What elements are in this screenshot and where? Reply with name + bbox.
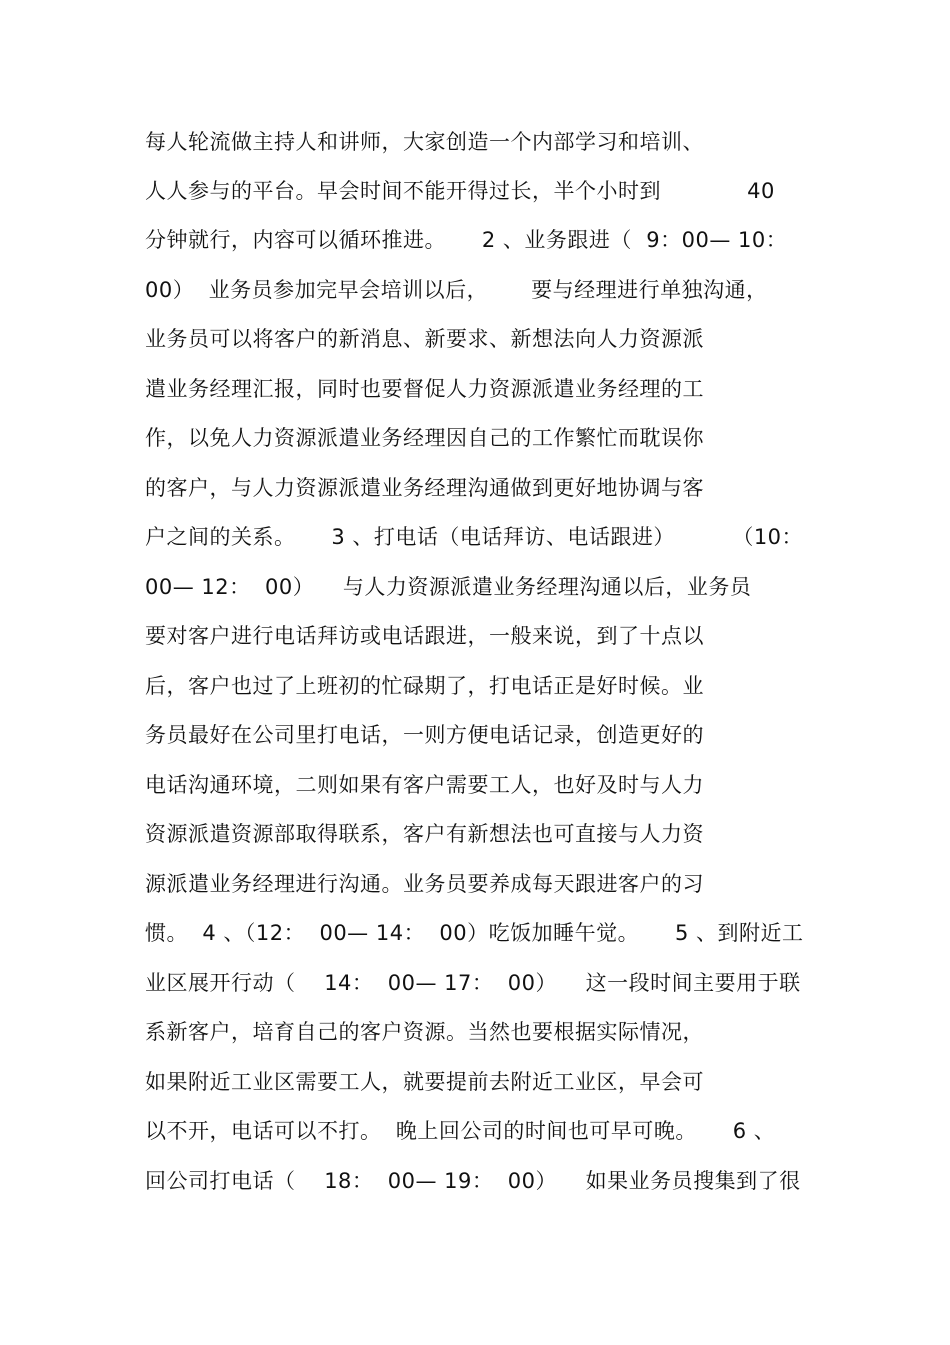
body-text-line: 惯。 4 、（12： 00— 14： 00）吃饭加睡午觉。 5 、到附近工 — [145, 921, 804, 945]
body-text-line: 回公司打电话（ 18： 00— 19： 00） 如果业务员搜集到了很 — [145, 1169, 801, 1193]
body-text-line: 系新客户，培育自己的客户资源。当然也要根据实际情况， — [145, 1020, 704, 1044]
body-text-line: 如果附近工业区需要工人，就要提前去附近工业区，早会可 — [145, 1070, 704, 1094]
body-text-line: 资源派遣资源部取得联系，客户有新想法也可直接与人力资 — [145, 822, 704, 846]
body-text-line: 人人参与的平台。早会时间不能开得过长，半个小时到 40 — [145, 179, 775, 203]
body-text-line: 分钟就行，内容可以循环推进。 2 、业务跟进（ 9：00— 10： — [145, 228, 788, 252]
body-text-line: 要对客户进行电话拜访或电话跟进，一般来说，到了十点以 — [145, 624, 704, 648]
body-text-line: 务员最好在公司里打电话，一则方便电话记录，创造更好的 — [145, 723, 704, 747]
body-text-line: 后，客户也过了上班初的忙碌期了，打电话正是好时候。业 — [145, 674, 704, 698]
body-text-line: 的客户，与人力资源派遣业务经理沟通做到更好地协调与客 — [145, 476, 704, 500]
body-text-line: 业区展开行动（ 14： 00— 17： 00） 这一段时间主要用于联 — [145, 971, 801, 995]
body-text-line: 户之间的关系。 3 、打电话（电话拜访、电话跟进） （10： — [145, 525, 804, 549]
body-text-line: 业务员可以将客户的新消息、新要求、新想法向人力资源派 — [145, 327, 704, 351]
body-text-line: 电话沟通环境，二则如果有客户需要工人，也好及时与人力 — [145, 773, 704, 797]
body-text-line: 源派遣业务经理进行沟通。业务员要养成每天跟进客户的习 — [145, 872, 704, 896]
body-text-line: 以不开，电话可以不打。 晚上回公司的时间也可早可晚。 6 、 — [145, 1119, 776, 1143]
body-text-line: 遣业务经理汇报，同时也要督促人力资源派遣业务经理的工 — [145, 377, 704, 401]
body-text-line: 00— 12： 00） 与人力资源派遣业务经理沟通以后，业务员 — [145, 575, 752, 599]
body-text-line: 00） 业务员参加完早会培训以后， 要与经理进行单独沟通， — [145, 278, 768, 302]
body-text-line: 作，以免人力资源派遣业务经理因自己的工作繁忙而耽误你 — [145, 426, 704, 450]
body-text-line: 每人轮流做主持人和讲师，大家创造一个内部学习和培训、 — [145, 130, 704, 154]
